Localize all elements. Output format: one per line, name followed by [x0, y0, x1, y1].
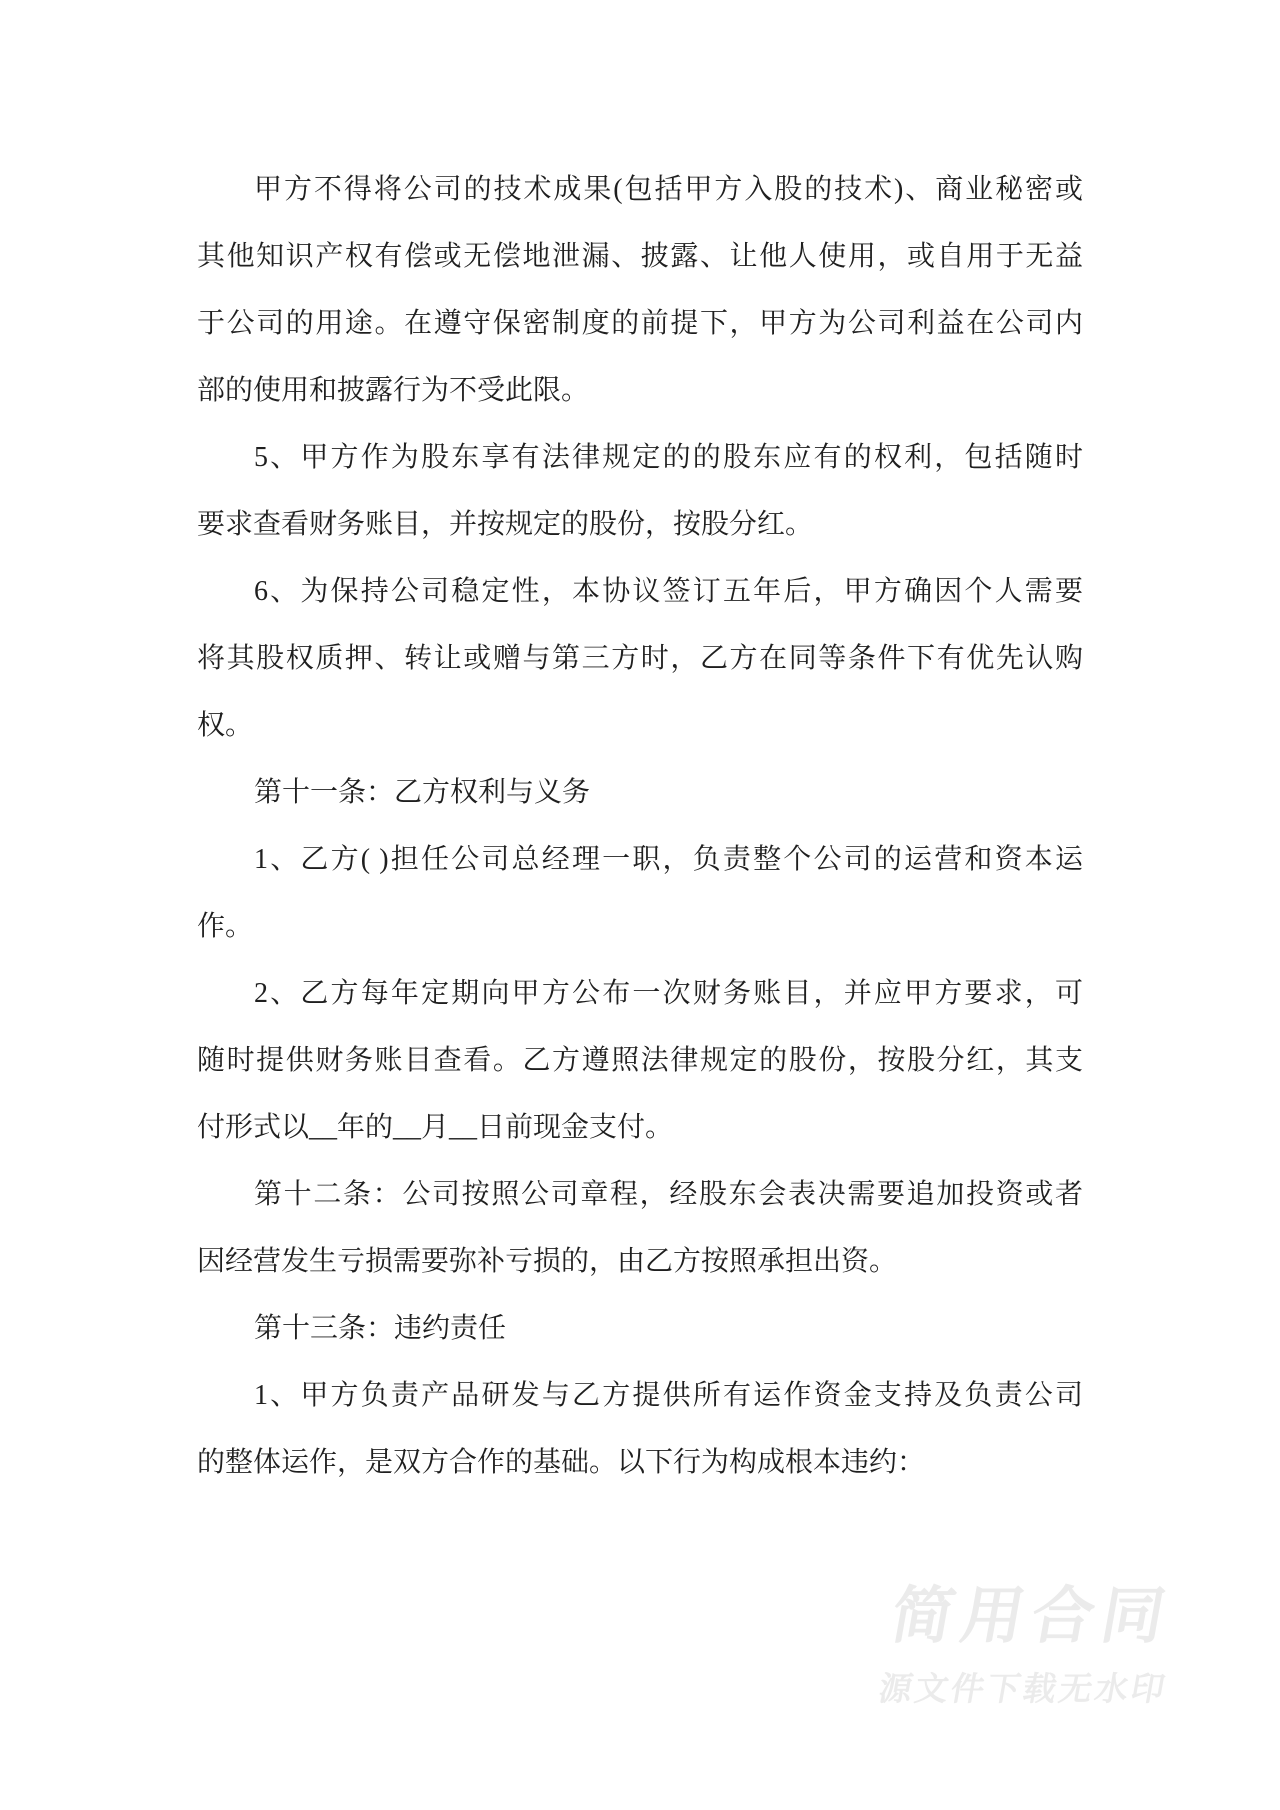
text-line: 因经营发生亏损需要弥补亏损的，由乙方按照承担出资。 — [197, 1246, 898, 1277]
text-line: 2、乙方每年定期向甲方公布一次财务账目，并应甲方要求，可 — [254, 978, 1083, 1009]
text-line: 作。 — [197, 911, 254, 942]
text-line: 于公司的用途。在遵守保密制度的前提下，甲方为公司利益在公司内 — [197, 308, 1083, 339]
text-line: 1、甲方负责产品研发与乙方提供所有运作资金支持及负责公司 — [254, 1380, 1083, 1411]
contract-text-block — [197, 156, 1083, 1496]
text-line: 的整体运作，是双方合作的基础。以下行为构成根本违约： — [197, 1447, 926, 1478]
text-line: 部的使用和披露行为不受此限。 — [197, 375, 590, 406]
text-line: 要求查看财务账目，并按规定的股份，按股分红。 — [197, 509, 814, 540]
text-line: 将其股权质押、转让或赠与第三方时，乙方在同等条件下有优先认购 — [197, 643, 1083, 674]
text-line: 第十三条：违约责任 — [254, 1313, 507, 1344]
text-line: 甲方不得将公司的技术成果(包括甲方入股的技术)、商业秘密或 — [254, 174, 1083, 205]
text-line: 6、为保持公司稳定性，本协议签订五年后，甲方确因个人需要 — [254, 576, 1083, 607]
watermark — [876, 1584, 1208, 1707]
text-line: 5、甲方作为股东享有法律规定的的股东应有的权利，包括随时 — [254, 442, 1083, 473]
text-line: 其他知识产权有偿或无偿地泄漏、披露、让他人使用，或自用于无益 — [197, 241, 1083, 272]
text-line: 第十二条：公司按照公司章程，经股东会表决需要追加投资或者 — [254, 1179, 1083, 1210]
text-line: 付形式以__年的__月__日前现金支付。 — [197, 1112, 674, 1143]
text-line: 第十一条：乙方权利与义务 — [254, 777, 591, 808]
text-line: 1、乙方( )担任公司总经理一职，负责整个公司的运营和资本运 — [254, 844, 1083, 875]
text-line: 随时提供财务账目查看。乙方遵照法律规定的股份，按股分红，其支 — [197, 1045, 1083, 1076]
text-line: 权。 — [197, 710, 254, 741]
watermark-subtitle: 源文件下载无水印 — [876, 1670, 1171, 1707]
watermark-title: 简用合同 — [885, 1582, 1179, 1651]
